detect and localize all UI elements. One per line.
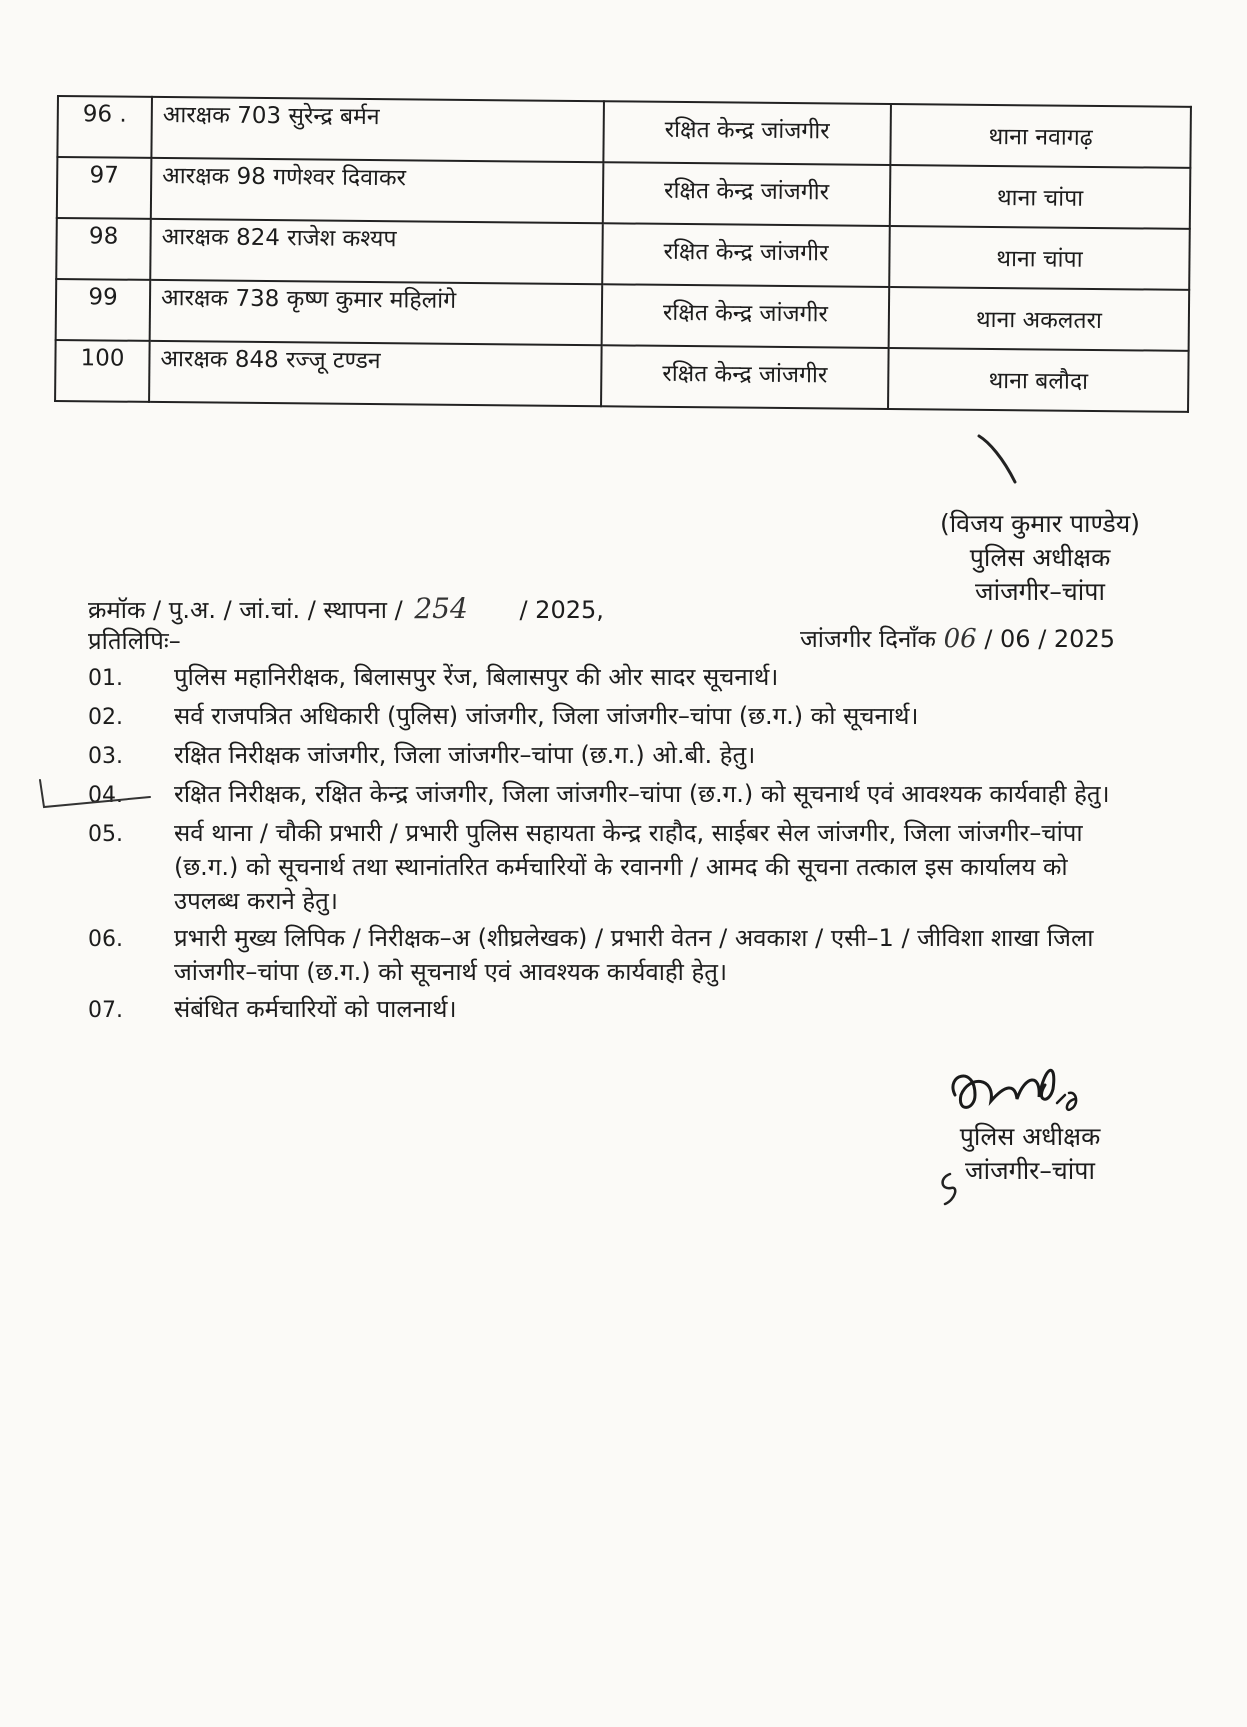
transfer-table: [54, 95, 1192, 413]
item-text: पुलिस महानिरीक्षक, बिलासपुर रेंज, बिलासपुर की ओर सादर सूचनार्थ।: [174, 663, 779, 691]
list-item: [88, 699, 1138, 735]
to-posting: थाना चांपा: [890, 165, 1191, 229]
copy-to-label: प्रतिलिपिः–: [88, 627, 181, 655]
handwritten-day: 06: [943, 624, 977, 654]
bottom-signatory-place: जांजगीर–चांपा: [965, 1156, 1095, 1185]
list-item: [88, 660, 1138, 696]
employee-name: आरक्षक 848 रज्जू टण्डन: [149, 341, 602, 406]
item-text: सर्व थाना / चौकी प्रभारी / प्रभारी पुलिस सहायता केन्द्र राहौद, साईबर सेल जांजगीर, जिला जांजगीर–चांपा (छ.ग.) को सूचनार्थ तथा स्थानांतरित कर्मचारियों के रवानगी / आमद की सूचना तत्काल इस कार्यालय को उपलब्ध कराने हेतु।: [174, 819, 1083, 915]
employee-name: आरक्षक 98 गणेश्वर दिवाकर: [151, 158, 604, 223]
item-number: 02.: [88, 705, 123, 730]
serial-number: 100: [55, 340, 150, 402]
item-number: 03.: [88, 744, 123, 769]
list-item: [88, 777, 1138, 813]
from-posting: रक्षित केन्द्र जांजगीर: [603, 162, 891, 226]
serial-number: 98: [56, 218, 151, 280]
to-posting: थाना अकलतरा: [889, 287, 1190, 351]
to-posting: थाना नवागढ़: [890, 104, 1191, 168]
reference-number: [88, 592, 604, 626]
item-text: सर्व राजपत्रित अधिकारी (पुलिस) जांजगीर, जिला जांजगीर–चांपा (छ.ग.) को सूचनार्थ।: [174, 702, 919, 730]
table-row: [57, 157, 1191, 229]
employee-name: आरक्षक 703 सुरेन्द्र बर्मन: [151, 97, 604, 162]
date-prefix: जांजगीर दिनाँक: [800, 625, 936, 653]
table-row: [57, 96, 1191, 168]
serial-number: 97: [57, 157, 152, 219]
tick-mark-icon: [975, 430, 1025, 490]
table-row: [56, 279, 1190, 351]
margin-mark-icon: [30, 775, 180, 815]
table-row: [55, 340, 1189, 412]
copy-to-list: [88, 660, 1138, 1031]
list-item: [88, 992, 1138, 1028]
signatory-designation: पुलिस अधीक्षक: [969, 543, 1111, 572]
order-date: [800, 622, 1115, 655]
serial-number: 96 .: [57, 96, 152, 158]
item-text: रक्षित निरीक्षक जांजगीर, जिला जांजगीर–चांपा (छ.ग.) ओ.बी. हेतु।: [174, 741, 756, 769]
to-posting: थाना चांपा: [889, 226, 1190, 290]
item-number: 04.: [88, 783, 123, 808]
date-rest: / 06 / 2025: [984, 625, 1115, 653]
item-text: रक्षित निरीक्षक, रक्षित केन्द्र जांजगीर, जिला जांजगीर–चांपा (छ.ग.) को सूचनार्थ एवं आवश्यक कार्यवाही हेतु।: [174, 780, 1110, 808]
item-text: प्रभारी मुख्य लिपिक / निरीक्षक–अ (शीघ्रलेखक) / प्रभारी वेतन / अवकाश / एसी–1 / जीविशा शाखा जिला जांजगीर–चांपा (छ.ग.) को सूचनार्थ एवं आवश्यक कार्यवाही हेतु।: [174, 924, 1094, 986]
from-posting: रक्षित केन्द्र जांजगीर: [603, 101, 891, 165]
initial-mark-icon: [935, 1170, 965, 1210]
serial-number: 99: [56, 279, 151, 341]
employee-name: आरक्षक 738 कृष्ण कुमार महिलांगे: [150, 280, 603, 345]
list-item: [88, 921, 1138, 989]
signatory-name: (विजय कुमार पाण्डेय): [939, 509, 1141, 538]
signatory-block: [910, 507, 1170, 609]
item-number: 05.: [88, 822, 123, 847]
reference-prefix: क्रमॉक / पु.अ. / जां.चां. / स्थापना /: [88, 596, 403, 624]
to-posting: थाना बलौदा: [888, 348, 1189, 412]
employee-name: आरक्षक 824 राजेश कश्यप: [150, 219, 603, 284]
from-posting: रक्षित केन्द्र जांजगीर: [602, 223, 890, 287]
bottom-signatory-designation: पुलिस अधीक्षक: [959, 1122, 1101, 1151]
table-row: [56, 218, 1190, 290]
handwritten-number: 254: [414, 592, 468, 625]
list-item: [88, 738, 1138, 774]
item-number: 07.: [88, 998, 123, 1023]
item-number: 01.: [88, 666, 123, 691]
item-number: 06.: [88, 927, 123, 952]
reference-year: / 2025,: [519, 596, 604, 624]
list-item: [88, 816, 1138, 918]
item-text: संबंधित कर्मचारियों को पालनार्थ।: [174, 995, 457, 1023]
signatory-place: जांजगीर–चांपा: [975, 577, 1105, 606]
from-posting: रक्षित केन्द्र जांजगीर: [601, 345, 889, 409]
from-posting: रक्षित केन्द्र जांजगीर: [602, 284, 890, 348]
